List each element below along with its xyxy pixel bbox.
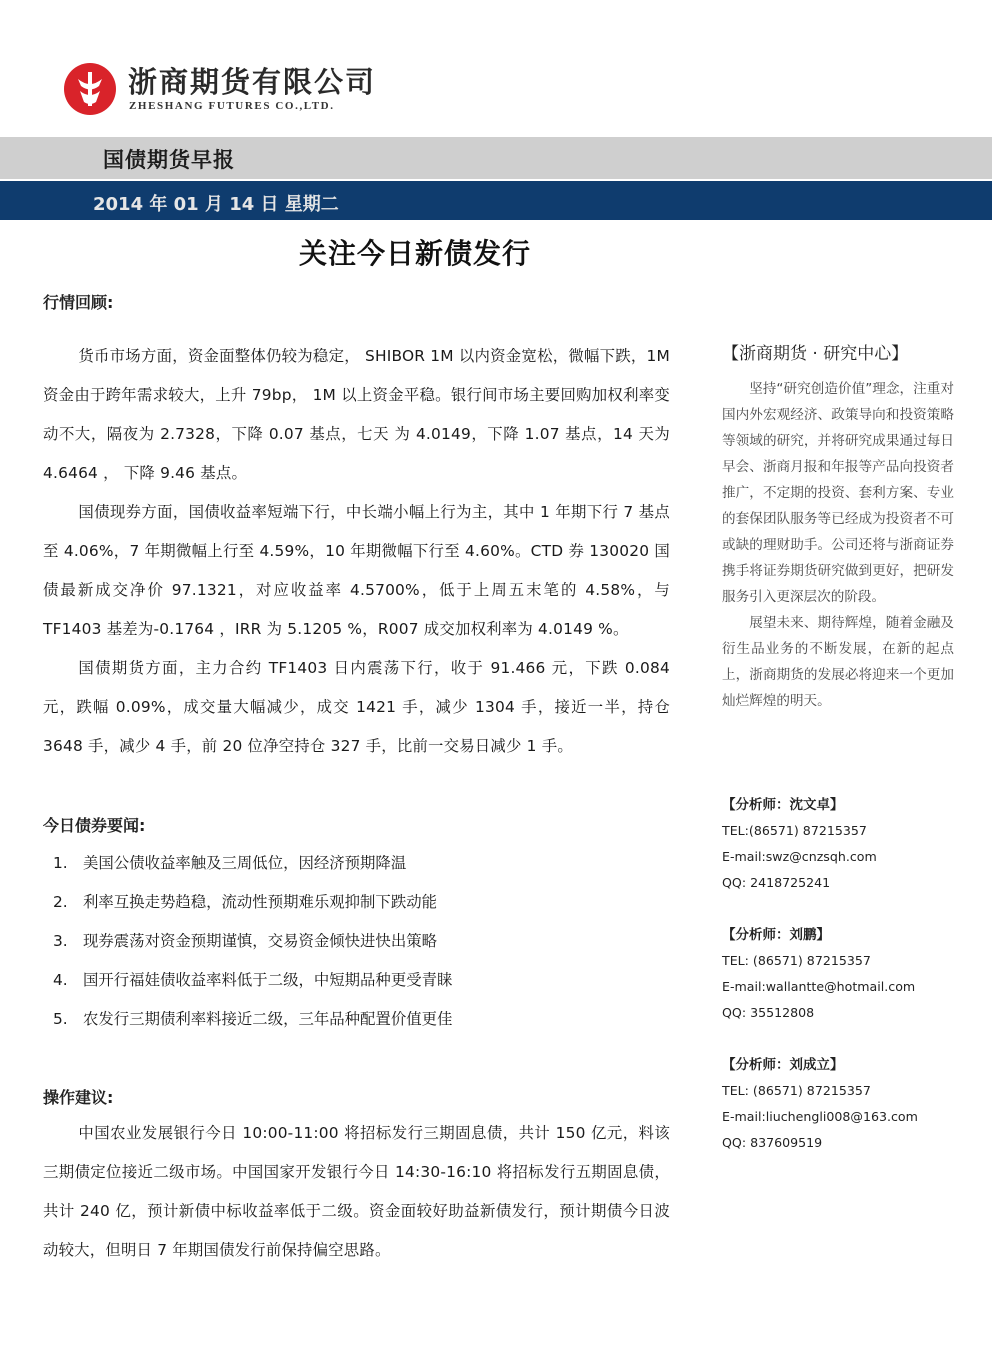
analyst-email: E-mail:wallantte@hotmail.com	[722, 979, 916, 994]
intro-paragraph: 展望未来、期待辉煌，随着金融及衍生品业务的不断发展，在新的起点上，浙商期货的发展必将迎来一个更加灿烂辉煌的明天。	[722, 615, 954, 709]
news-number: 1.	[53, 854, 68, 872]
news-number: 4.	[53, 971, 68, 989]
bond-news-title: 今日债券要闻:	[43, 816, 146, 835]
advice-title: 操作建议:	[43, 1088, 114, 1107]
news-item	[43, 961, 670, 1000]
analyst-name: 【分析师：刘鹏】	[722, 927, 830, 943]
research-center-title: 【浙商期货 · 研究中心】	[722, 344, 909, 364]
analyst-card	[722, 792, 972, 896]
report-title-band	[0, 137, 992, 179]
news-item	[43, 922, 670, 961]
news-text: 利率互换走势趋稳，流动性预期难乐观抑制下跌动能	[83, 893, 437, 911]
analyst-name: 【分析师：刘成立】	[722, 1057, 844, 1073]
headline: 关注今日新债发行	[298, 237, 531, 270]
analyst-email: E-mail:liuchengli008@163.com	[722, 1109, 918, 1124]
market-review-title: 行情回顾:	[43, 293, 114, 312]
analyst-qq: QQ: 2418725241	[722, 875, 831, 890]
news-number: 5.	[53, 1010, 68, 1028]
news-number: 3.	[53, 932, 68, 950]
analyst-qq: QQ: 837609519	[722, 1135, 823, 1150]
news-text: 农发行三期债利率料接近二级，三年品种配置价值更佳	[83, 1010, 453, 1028]
analyst-tel: TEL: (86571) 87215357	[722, 1083, 871, 1098]
report-date-band	[0, 181, 992, 220]
analyst-tel: TEL: (86571) 87215357	[722, 953, 871, 968]
news-item	[43, 883, 670, 922]
analyst-qq: QQ: 35512808	[722, 1005, 815, 1020]
market-review-paragraph: 国债现券方面，国债收益率短端下行，中长端小幅上行为主，其中 1 年期下行 7 基点至 4.06%，7 年期微幅上行至 4.59%，10 年期微幅下行至 4.60%。CTD 券 130020 国债最新成交净价 97.1321，对应收益率 4.5700%，低于上周五末笔的 4.58%，与 TF1403 基差为-0.1764 ，IRR 为 5.1205 %，R007 成交加权利率为 4.0149 %。	[43, 503, 670, 638]
news-number: 2.	[53, 893, 68, 911]
analyst-name: 【分析师：沈文卓】	[722, 797, 844, 813]
advice-paragraph: 中国农业发展银行今日 10:00-11:00 将招标发行三期固息债，共计 150 亿元，料该三期债定位接近二级市场。中国国家开发银行今日 14:30-16:10 将招标发行五期固息债，共计 240 亿，预计新债中标收益率低于二级。资金面较好助益新债发行，预计期债今日波动较大，但明日 7 年期国债发行前保持偏空思路。	[43, 1124, 670, 1259]
intro-paragraph: 坚持“研究创造价值”理念，注重对国内外宏观经济、政策导向和投资策略等领域的研究，并将研究成果通过每日早会、浙商月报和年报等产品向投资者推广，不定期的投资、套利方案、专业的套保团队服务等已经成为投资者不可或缺的理财助手。公司还将与浙商证券携手将证券期货研究做到更好，把研发服务引入更深层次的阶段。	[722, 381, 954, 605]
company-logo-icon	[63, 62, 117, 116]
market-review-paragraph: 货币市场方面，资金面整体仍较为稳定， SHIBOR 1M 以内资金宽松，微幅下跌，1M 资金由于跨年需求较大，上升 79bp， 1M 以上资金平稳。银行间市场主要回购加权利率变动不大，隔夜为 2.7328，下降 0.07 基点，七天 为 4.0149，下降 1.07 基点，14 天为 4.6464 ， 下降 9.46 基点。	[43, 347, 670, 482]
news-text: 国开行福娃债收益率料低于二级，中短期品种更受青睐	[83, 971, 453, 989]
report-title: 国债期货早报	[103, 148, 235, 172]
news-text: 现券震荡对资金预期谨慎，交易资金倾快进快出策略	[83, 932, 437, 950]
analyst-card	[722, 1052, 972, 1156]
analyst-card	[722, 922, 972, 1026]
news-item	[43, 844, 670, 883]
company-name-cn: 浙商期货有限公司	[128, 65, 377, 99]
analyst-tel: TEL:(86571) 87215357	[722, 823, 867, 838]
bond-news-list	[43, 844, 670, 1039]
company-name-en: ZHESHANG FUTURES CO.,LTD.	[129, 100, 335, 112]
main-column	[43, 290, 670, 1270]
news-item	[43, 1000, 670, 1039]
market-review-paragraph: 国债期货方面，主力合约 TF1403 日内震荡下行，收于 91.466 元，下跌 0.084 元，跌幅 0.09%，成交量大幅减少，成交 1421 手，减少 1304 手，接近一半，持仓 3648 手，减少 4 手，前 20 位净空持仓 327 手，比前一交易日减少 1 手。	[43, 659, 670, 755]
research-center-intro	[722, 376, 954, 714]
analyst-email: E-mail:swz@cnzsqh.com	[722, 849, 877, 864]
report-date: 2014 年 01 月 14 日 星期二	[93, 194, 339, 215]
news-text: 美国公债收益率触及三周低位，因经济预期降温	[83, 854, 407, 872]
